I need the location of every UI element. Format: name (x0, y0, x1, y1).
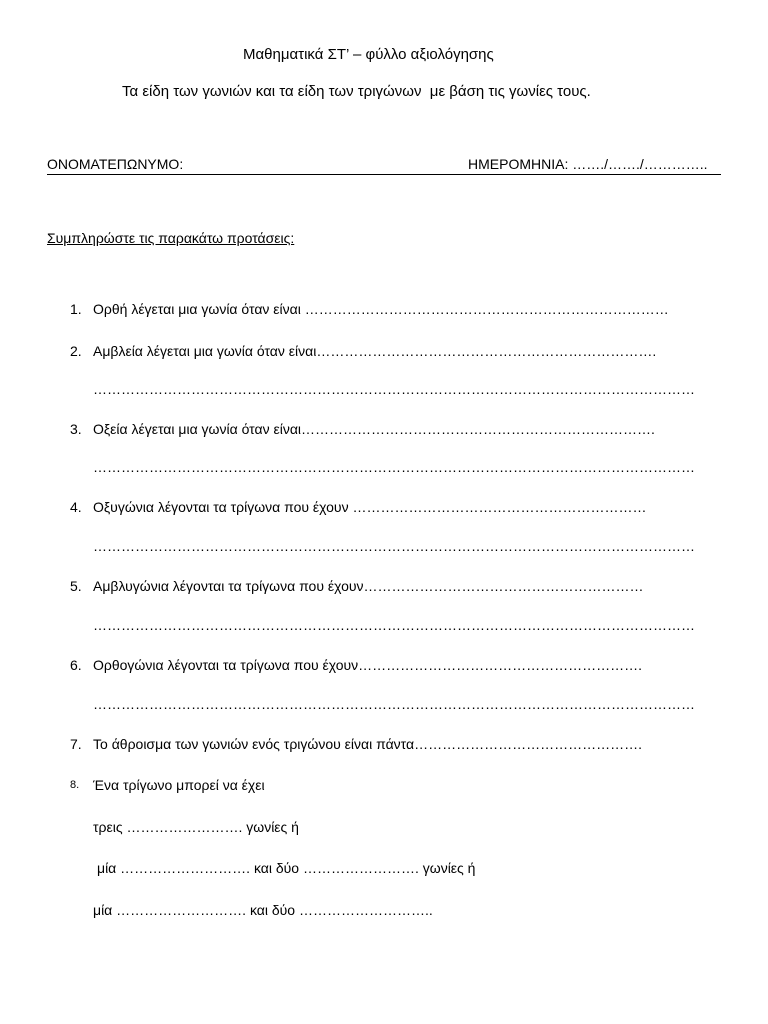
question-8-line-1: τρεις ……………………. γωνίες ή (93, 819, 299, 835)
question-number: 2. (70, 343, 82, 359)
question-6-text: Ορθογώνια λέγονται τα τρίγωνα που έχουν……………………………………………………. (93, 657, 643, 673)
question-number: 5. (70, 578, 82, 594)
name-label: ΟΝΟΜΑΤΕΠΩΝΥΜΟ: (47, 156, 184, 172)
worksheet-subtitle: Τα είδη των γωνιών και τα είδη των τριγώνων με βάση τις γωνίες τους. (122, 83, 591, 100)
question-number: 1. (70, 301, 82, 317)
question-2-answer-line: ………………………………………………………………………………………………………………… (93, 381, 695, 397)
question-5-answer-line: ………………………………………………………………………………………………………………… (93, 617, 695, 633)
question-8-text: Ένα τρίγωνο μπορεί να έχει (93, 777, 265, 793)
question-3-text: Οξεία λέγεται μια γωνία όταν είναι…………………………………………………………………. (93, 421, 655, 437)
question-number: 6. (70, 657, 82, 673)
instructions-heading: Συμπληρώστε τις παρακάτω προτάσεις: (47, 230, 295, 246)
question-3-answer-line: ………………………………………………………………………………………………………………… (93, 459, 695, 475)
question-4-answer-line: ………………………………………………………………………………………………………………… (93, 538, 695, 554)
question-2-text: Αμβλεία λέγεται μια γωνία όταν είναι………………………………………………………………. (93, 343, 657, 359)
worksheet-title: Μαθηματικά ΣΤ’ – φύλλο αξιολόγησης (243, 46, 494, 63)
question-6-answer-line: ………………………………………………………………………………………………………………… (93, 696, 695, 712)
question-number: 8. (70, 779, 80, 791)
question-8-line-3: μία ………………………. και δύο ……………………….. (93, 902, 433, 918)
question-4-text: Οξυγώνια λέγονται τα τρίγωνα που έχουν ……………………………………………………… (93, 499, 647, 515)
question-7-text: Το άθροισμα των γωνιών ενός τριγώνου είναι πάντα…………………………………………. (93, 736, 642, 752)
question-1-text: Ορθή λέγεται μια γωνία όταν είναι …………………………………………………………………… (93, 301, 669, 317)
question-number: 7. (70, 736, 82, 752)
header-divider (47, 174, 721, 175)
question-5-text: Αμβλυγώνια λέγονται τα τρίγωνα που έχουν…………………………………………………… (93, 578, 644, 594)
question-number: 4. (70, 499, 82, 515)
question-8-line-2: μία ………………………. και δύο ……………………. γωνίες ή (97, 860, 476, 876)
date-label: ΗΜΕΡΟΜΗΝΙΑ: ……./……./………….. (468, 156, 708, 172)
question-number: 3. (70, 421, 82, 437)
